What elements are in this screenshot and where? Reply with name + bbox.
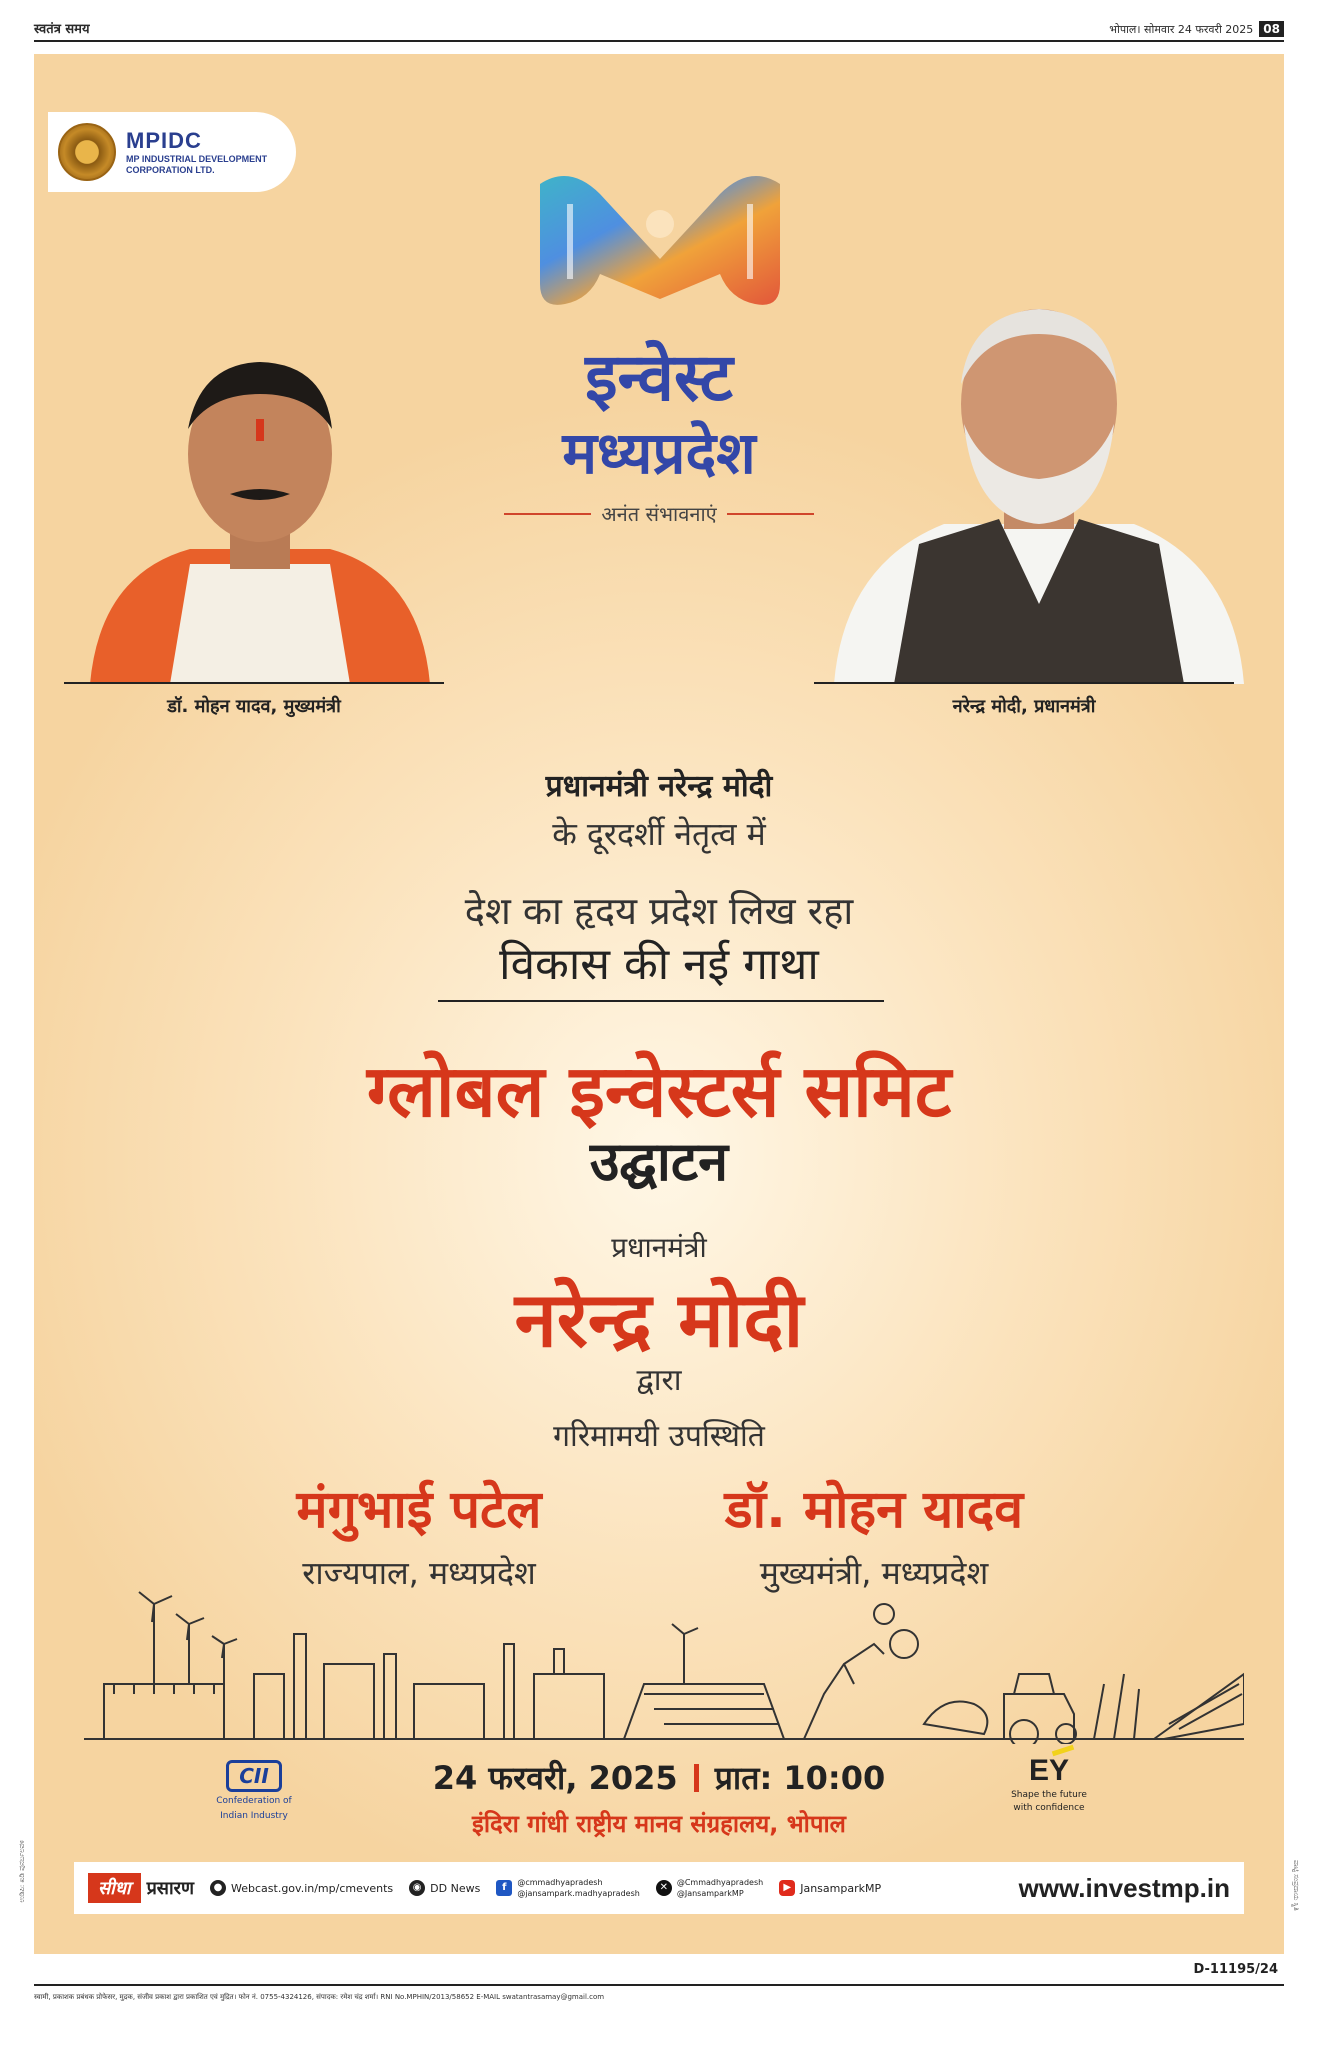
cii-text-2: Indian Industry: [220, 1811, 288, 1821]
event-time: प्रात: 10:00: [714, 1759, 886, 1797]
ey-tagline-2: with confidence: [1013, 1803, 1085, 1813]
webcast-link[interactable]: [210, 1880, 393, 1896]
mpidc-text: [126, 128, 267, 176]
cm-portrait: [80, 324, 440, 684]
youtube-handle: JansamparkMP: [800, 1881, 882, 1895]
cm-caption: डॉ. मोहन यादव, मुख्यमंत्री: [167, 696, 341, 717]
globe-icon: ●: [210, 1880, 226, 1896]
event-title: ग्लोबल इन्वेस्टर्स समिट: [366, 1049, 952, 1133]
event-date: 24 फरवरी, 2025: [432, 1759, 678, 1797]
pm-caption-rule: [814, 682, 1234, 684]
dd-news-link[interactable]: [409, 1880, 480, 1896]
facebook-handle-1: @cmmadhyapradesh: [517, 1878, 603, 1887]
mpidc-logo: [48, 112, 296, 192]
headline-rule: [438, 1000, 884, 1002]
x-handle-1: @Cmmadhyapradesh: [676, 1878, 764, 1887]
madhyapradesh-title: मध्यप्रदेश: [562, 419, 756, 487]
x-icon: ✕: [656, 1880, 672, 1896]
x-link[interactable]: [656, 1877, 763, 1899]
ad-code: D-11195/24: [1193, 1962, 1278, 1977]
imprint-footer: स्वामी, प्रकाशक प्रबंधक प्रोफेसर, मुद्रक, संजीव प्रकाश द्वारा प्रकाशित एवं मुद्रित। फोन नं. 0755-4324126, संपादक: रमेश चंद्र शर्मा। RNI No.MPHIN/2013/58652 E-MAIL swatantrasamay@gmail.com: [34, 1984, 1284, 2002]
event-schedule: [374, 1756, 944, 1840]
pm-portrait: [824, 274, 1254, 684]
dd-news-label: DD News: [430, 1881, 481, 1895]
tagline-rule-right: [727, 513, 814, 515]
live-label-a: सीधा: [88, 1873, 141, 1903]
tagline-rule-left: [504, 513, 591, 515]
x-handles: [677, 1877, 763, 1899]
industrial-skyline-illustration: [84, 1574, 1244, 1744]
side-note-right: ಪಾಟ್ಟಿ ಸಂಪ್ರದಾಯ ಸ್ಥಿತಿ: [1292, 1860, 1300, 1911]
youtube-link[interactable]: [779, 1880, 881, 1896]
newspaper-name: स्वतंत्र समय: [34, 22, 90, 37]
cii-logo: [184, 1760, 324, 1822]
guest-name: डॉ. मोहन यादव: [724, 1480, 1024, 1540]
inaugurator-title: प्रधानमंत्री: [611, 1231, 707, 1264]
mpidc-brand: MPIDC: [126, 128, 202, 153]
event-venue: इंदिरा गांधी राष्ट्रीय मानव संग्रहालय, भोपाल: [472, 1810, 846, 1838]
inaugurator-name: नरेन्द्र मोदी: [514, 1275, 804, 1364]
guest-role: राज्यपाल, मध्यप्रदेश: [302, 1554, 536, 1592]
facebook-handle-2: @jansampark.madhyapradesh: [517, 1889, 640, 1898]
ey-logo: [994, 1754, 1104, 1814]
guest-name: मंगुभाई पटेल: [296, 1480, 542, 1540]
guest-role: मुख्यमंत्री, मध्यप्रदेश: [759, 1554, 989, 1592]
cii-mark: CII: [226, 1760, 282, 1792]
dateline: [1109, 21, 1284, 37]
headline-line-2: के दूरदर्शी नेतृत्व में: [552, 815, 766, 853]
presence-label: गरिमामयी उपस्थिति: [553, 1419, 765, 1454]
date-time-row: [374, 1756, 944, 1799]
date-time-divider: [694, 1764, 699, 1792]
headline-line-1: प्रधानमंत्री नरेन्द्र मोदी: [545, 769, 773, 804]
invest-mp-advertisement: [34, 54, 1284, 1954]
tagline: [504, 500, 814, 527]
ey-tagline-1: Shape the future: [1011, 1790, 1087, 1800]
dd-news-icon: ◉: [409, 1880, 425, 1896]
cm-portrait-image: [80, 324, 440, 684]
x-handle-2: @JansamparkMP: [676, 1889, 744, 1898]
pm-portrait-image: [824, 274, 1254, 684]
cm-caption-rule: [64, 682, 444, 684]
live-broadcast-label: [88, 1873, 194, 1903]
youtube-icon: ▶: [779, 1880, 795, 1896]
tagline-text: अनंत संभावनाएं: [601, 502, 717, 526]
website-link[interactable]: www.investmp.in: [1018, 1872, 1230, 1903]
mpidc-subtitle-1: MP INDUSTRIAL DEVELOPMENT: [126, 154, 268, 164]
ey-mark-text: EY: [1028, 1754, 1070, 1787]
mpidc-subtitle-2: CORPORATION LTD.: [126, 165, 215, 175]
facebook-link[interactable]: [496, 1877, 640, 1899]
invest-mp-m-logo-icon: [530, 164, 790, 314]
headline-line-3: देश का हृदय प्रदेश लिख रहा: [464, 889, 854, 933]
mp-emblem-icon: [58, 123, 116, 181]
side-note-left: ಉಡಿಪಿ: ಖಡಿ ಪುನರ್ಬಲವಳಿ: [18, 1840, 26, 1903]
event-subtitle: उद्घाटन: [589, 1130, 729, 1193]
page-number: 08: [1259, 21, 1284, 37]
webcast-url: Webcast.gov.in/mp/cmevents: [231, 1881, 394, 1895]
dateline-text: भोपाल। सोमवार 24 फरवरी 2025: [1109, 22, 1254, 36]
by-word: द्वारा: [636, 1363, 682, 1398]
headline-line-4: विकास की नई गाथा: [499, 939, 819, 990]
cii-text-1: Confederation of: [216, 1796, 292, 1806]
facebook-icon: f: [496, 1880, 512, 1896]
live-broadcast-bar: [74, 1862, 1244, 1914]
pm-caption: नरेन्द्र मोदी, प्रधानमंत्री: [952, 696, 1096, 717]
ey-mark: [994, 1754, 1104, 1788]
live-label-b: प्रसारण: [146, 1878, 195, 1899]
facebook-handles: [517, 1877, 640, 1899]
invest-title: इन्वेस्ट: [585, 339, 733, 416]
newspaper-masthead: [34, 14, 1284, 42]
